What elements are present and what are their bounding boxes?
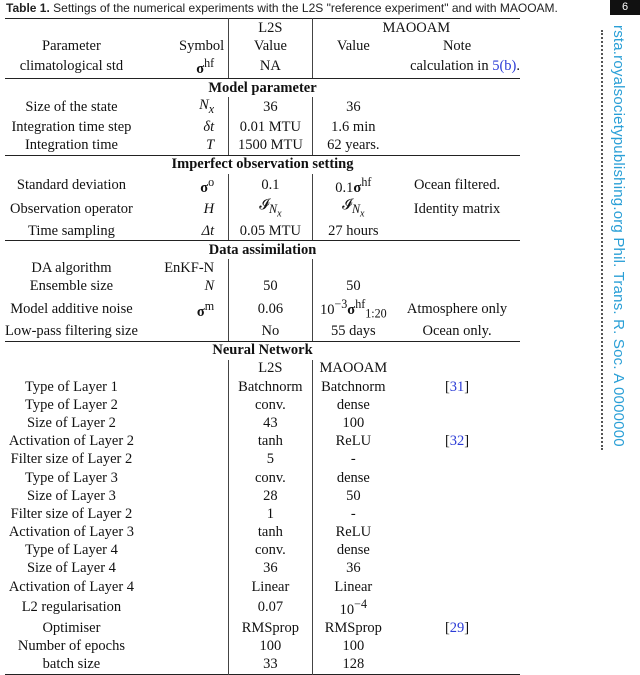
table-row	[5, 637, 520, 655]
maooam-value-cell: MAOOAM	[312, 360, 394, 378]
parameter-cell: climatological std	[5, 55, 138, 78]
note-cell	[394, 259, 520, 277]
symbol-cell	[138, 469, 229, 487]
table-row	[5, 222, 520, 241]
table-row	[5, 578, 520, 596]
note-cell	[394, 378, 520, 396]
table-row	[5, 396, 520, 414]
l2s-value-cell: L2S	[229, 360, 312, 378]
section-title: Imperfect observation setting	[171, 156, 354, 173]
section-title: Model parameter	[208, 79, 317, 96]
page-number: 6	[610, 0, 640, 15]
note-cell	[394, 469, 520, 487]
header-maooam-value: Value	[312, 37, 394, 55]
l2s-value-cell: tanh	[229, 524, 312, 542]
table-row	[5, 322, 520, 341]
section-title-row	[5, 341, 520, 360]
l2s-value-cell: 0.07	[229, 596, 312, 619]
symbol-cell	[138, 360, 229, 378]
table-row	[5, 360, 520, 378]
header-parameter: Parameter	[42, 37, 101, 54]
l2s-value-cell: conv.	[229, 542, 312, 560]
note-cell	[394, 136, 520, 155]
symbol-cell	[138, 524, 229, 542]
header-l2s: L2S	[229, 19, 312, 38]
parameter-cell: Size of Layer 4	[26, 560, 116, 577]
l2s-value-cell: 0.01 MTU	[229, 118, 312, 136]
section-title-row	[5, 79, 520, 98]
table-row	[5, 278, 520, 296]
l2s-value-cell: 1500 MTU	[229, 136, 312, 155]
note-text: ]	[464, 378, 470, 395]
parameter-cell: Filter size of Layer 2	[10, 451, 133, 468]
note-cell	[394, 97, 520, 118]
maooam-value-cell: $10^{-4}$	[312, 596, 394, 619]
header-l2s-value: Value	[229, 37, 312, 55]
note-cell	[394, 360, 520, 378]
note-cell	[394, 55, 520, 78]
maooam-value-cell: Batchnorm	[312, 378, 394, 396]
symbol-cell	[138, 596, 229, 619]
symbol-cell	[138, 414, 229, 432]
symbol-cell: $\sigma^o$	[200, 174, 215, 196]
parameter-cell: Type of Layer 4	[25, 542, 118, 559]
maooam-value-cell: 36	[312, 97, 394, 118]
table-row	[5, 655, 520, 674]
reference-link[interactable]: 5(b)	[492, 58, 517, 75]
symbol-cell	[138, 505, 229, 523]
header-row-group	[5, 19, 520, 38]
note-text: [	[444, 378, 450, 395]
table-row	[5, 55, 520, 78]
note-cell: Ocean only.	[394, 322, 520, 341]
l2s-value-cell: 43	[229, 414, 312, 432]
parameter-cell: L2 regularisation	[21, 599, 122, 616]
maooam-value-cell: RMSprop	[312, 619, 394, 637]
caption-label: Table 1.	[6, 1, 50, 15]
parameter-cell: Low-pass filtering size	[5, 322, 138, 341]
note-cell	[394, 433, 520, 451]
parameter-cell: Filter size of Layer 2	[10, 505, 133, 522]
parameter-cell: Type of Layer 1	[25, 378, 118, 395]
maooam-value-cell: $10^{-3}\sigma^{hf}_{1:20}$	[312, 296, 394, 323]
symbol-cell	[138, 487, 229, 505]
symbol-cell: N	[204, 278, 215, 295]
symbol-cell: $N_x$	[199, 97, 215, 117]
l2s-value-cell: 36	[229, 97, 312, 118]
note-text: [	[444, 433, 450, 450]
table-row	[5, 197, 520, 222]
maooam-value-cell: 100	[312, 637, 394, 655]
header-symbol: Symbol	[179, 37, 225, 54]
l2s-value-cell: tanh	[229, 433, 312, 451]
maooam-value-cell: -	[312, 505, 394, 523]
symbol-cell	[138, 322, 229, 341]
table-row	[5, 451, 520, 469]
note-cell	[394, 596, 520, 619]
maooam-value-cell: 50	[312, 278, 394, 296]
note-cell	[394, 222, 520, 241]
l2s-value-cell: 0.1	[229, 174, 312, 197]
table-row	[5, 174, 520, 197]
note-text: calculation in	[410, 58, 493, 75]
symbol-cell	[138, 637, 229, 655]
l2s-value-cell: No	[229, 322, 312, 341]
note-cell: Identity matrix	[413, 200, 501, 217]
table-row	[5, 505, 520, 523]
maooam-value-cell: $0.1\sigma^{hf}$	[312, 174, 394, 197]
l2s-value-cell	[229, 259, 312, 277]
maooam-value-cell: ReLU	[312, 433, 394, 451]
l2s-value-cell: 50	[229, 278, 312, 296]
l2s-value-cell: 28	[229, 487, 312, 505]
note-cell	[394, 619, 520, 637]
note-cell: Atmosphere only	[406, 300, 508, 317]
l2s-value-cell: 36	[229, 560, 312, 578]
table-row	[5, 524, 520, 542]
parameter-cell: Type of Layer 3	[25, 469, 118, 486]
symbol-cell: H	[203, 200, 215, 217]
reference-link[interactable]: 32	[449, 433, 465, 450]
symbol-cell	[138, 542, 229, 560]
parameter-cell: Standard deviation	[16, 176, 127, 193]
parameter-cell: Size of Layer 3	[26, 487, 116, 504]
table-row	[5, 97, 520, 118]
l2s-value-cell: 100	[229, 637, 312, 655]
parameter-cell: Activation of Layer 2	[8, 433, 135, 450]
parameter-cell: Activation of Layer 3	[8, 524, 135, 541]
note-cell	[394, 505, 520, 523]
maooam-value-cell: 100	[312, 414, 394, 432]
parameter-cell: Time sampling	[5, 222, 138, 241]
maooam-value-cell: 128	[312, 655, 394, 674]
note-cell	[394, 118, 520, 136]
symbol-cell: δt	[203, 118, 215, 135]
l2s-value-cell: 1	[229, 505, 312, 523]
maooam-value-cell	[312, 55, 394, 78]
l2s-value-cell: Linear	[229, 578, 312, 596]
symbol-cell	[138, 451, 229, 469]
note-cell	[394, 487, 520, 505]
table-row	[5, 296, 520, 323]
l2s-value-cell: 33	[229, 655, 312, 674]
journal-url[interactable]: rsta.royalsocietypublishing.org Phil. Trans. R. Soc. A 0000000	[610, 25, 627, 447]
reference-link[interactable]: 31	[449, 378, 465, 395]
l2s-value-cell: conv.	[229, 469, 312, 487]
note-cell	[394, 578, 520, 596]
empty-cell	[5, 19, 138, 38]
symbol-cell	[138, 396, 229, 414]
l2s-value-cell: 5	[229, 451, 312, 469]
parameter-cell: Size of Layer 2	[26, 414, 116, 431]
section-title-row	[5, 241, 520, 260]
table-row	[5, 542, 520, 560]
parameter-cell: Type of Layer 2	[25, 396, 118, 413]
note-cell	[394, 414, 520, 432]
note-cell	[394, 542, 520, 560]
symbol-cell	[138, 578, 229, 596]
note-cell	[394, 524, 520, 542]
caption-text: Settings of the numerical experiments with the L2S "reference experiment" and with MAOOAM.	[53, 1, 558, 15]
note-text: ]	[464, 433, 470, 450]
table-row	[5, 259, 520, 277]
table-row	[5, 469, 520, 487]
l2s-value-cell: conv.	[229, 396, 312, 414]
l2s-value-cell: 𝓘$_{N_x}$	[229, 197, 312, 222]
maooam-value-cell: dense	[312, 469, 394, 487]
parameter-cell: Observation operator	[10, 200, 133, 217]
maooam-value-cell: dense	[312, 542, 394, 560]
table-row	[5, 596, 520, 619]
l2s-value-cell: 0.06	[229, 296, 312, 323]
maooam-value-cell: 36	[312, 560, 394, 578]
parameter-cell	[5, 360, 138, 378]
maooam-value-cell: -	[312, 451, 394, 469]
parameter-cell: Integration time step	[11, 118, 132, 135]
maooam-value-cell: 50	[312, 487, 394, 505]
maooam-value-cell: 62 years.	[312, 136, 394, 155]
note-cell	[394, 278, 520, 296]
note-cell	[394, 396, 520, 414]
parameter-cell: Integration time	[5, 136, 138, 155]
section-title-row	[5, 155, 520, 174]
symbol-cell	[138, 560, 229, 578]
section-title: Neural Network	[212, 342, 313, 359]
parameter-cell: Ensemble size	[29, 278, 114, 295]
header-note: Note	[442, 37, 472, 54]
table-row	[5, 487, 520, 505]
empty-cell	[138, 19, 229, 38]
maooam-value-cell	[312, 259, 394, 277]
note-cell: Ocean filtered.	[413, 176, 501, 193]
maooam-value-cell: ReLU	[312, 524, 394, 542]
parameter-cell: Model additive noise	[10, 300, 133, 317]
settings-table	[5, 18, 520, 675]
header-maooam: MAOOAM	[312, 19, 520, 38]
parameter-cell: DA algorithm	[31, 259, 112, 276]
table-row	[5, 414, 520, 432]
table-row	[5, 433, 520, 451]
note-cell	[394, 451, 520, 469]
maooam-value-cell: Linear	[312, 578, 394, 596]
symbol-cell	[138, 433, 229, 451]
parameter-cell: batch size	[42, 656, 101, 673]
maooam-value-cell: 27 hours	[312, 222, 394, 241]
journal-sidebar	[598, 25, 628, 455]
maooam-value-cell: 𝓘$_{N_x}$	[312, 197, 394, 222]
reference-link[interactable]: 29	[449, 619, 465, 636]
parameter-cell: Number of epochs	[17, 637, 125, 654]
note-text: ]	[464, 619, 470, 636]
l2s-value-cell: 0.05 MTU	[229, 222, 312, 241]
note-text: [	[444, 619, 450, 636]
symbol-cell: $\sigma^m$	[196, 298, 215, 320]
header-row-columns	[5, 37, 520, 55]
maooam-value-cell: 1.6 min	[312, 118, 394, 136]
table-row	[5, 118, 520, 136]
parameter-cell: Optimiser	[42, 619, 101, 636]
table-row	[5, 560, 520, 578]
note-cell	[394, 655, 520, 674]
section-title: Data assimilation	[208, 241, 317, 258]
table-row	[5, 378, 520, 396]
l2s-value-cell: Batchnorm	[229, 378, 312, 396]
maooam-value-cell: dense	[312, 396, 394, 414]
parameter-cell: Size of the state	[25, 99, 118, 116]
note-cell	[394, 560, 520, 578]
maooam-value-cell: 55 days	[312, 322, 394, 341]
note-text: .	[516, 58, 520, 75]
l2s-value-cell: RMSprop	[229, 619, 312, 637]
symbol-cell: $\sigma^{hf}$	[138, 55, 229, 78]
table-row	[5, 619, 520, 637]
symbol-cell	[138, 378, 229, 396]
symbol-cell: EnKF-N	[164, 259, 215, 276]
dotted-rule	[601, 30, 603, 450]
note-cell	[394, 637, 520, 655]
table-caption	[6, 1, 558, 15]
table-row	[5, 136, 520, 155]
symbol-cell	[138, 619, 229, 637]
l2s-value-cell: NA	[229, 55, 312, 78]
symbol-cell: Δt	[138, 222, 229, 241]
symbol-cell: T	[138, 136, 229, 155]
parameter-cell: Activation of Layer 4	[8, 578, 135, 595]
symbol-cell	[138, 655, 229, 674]
